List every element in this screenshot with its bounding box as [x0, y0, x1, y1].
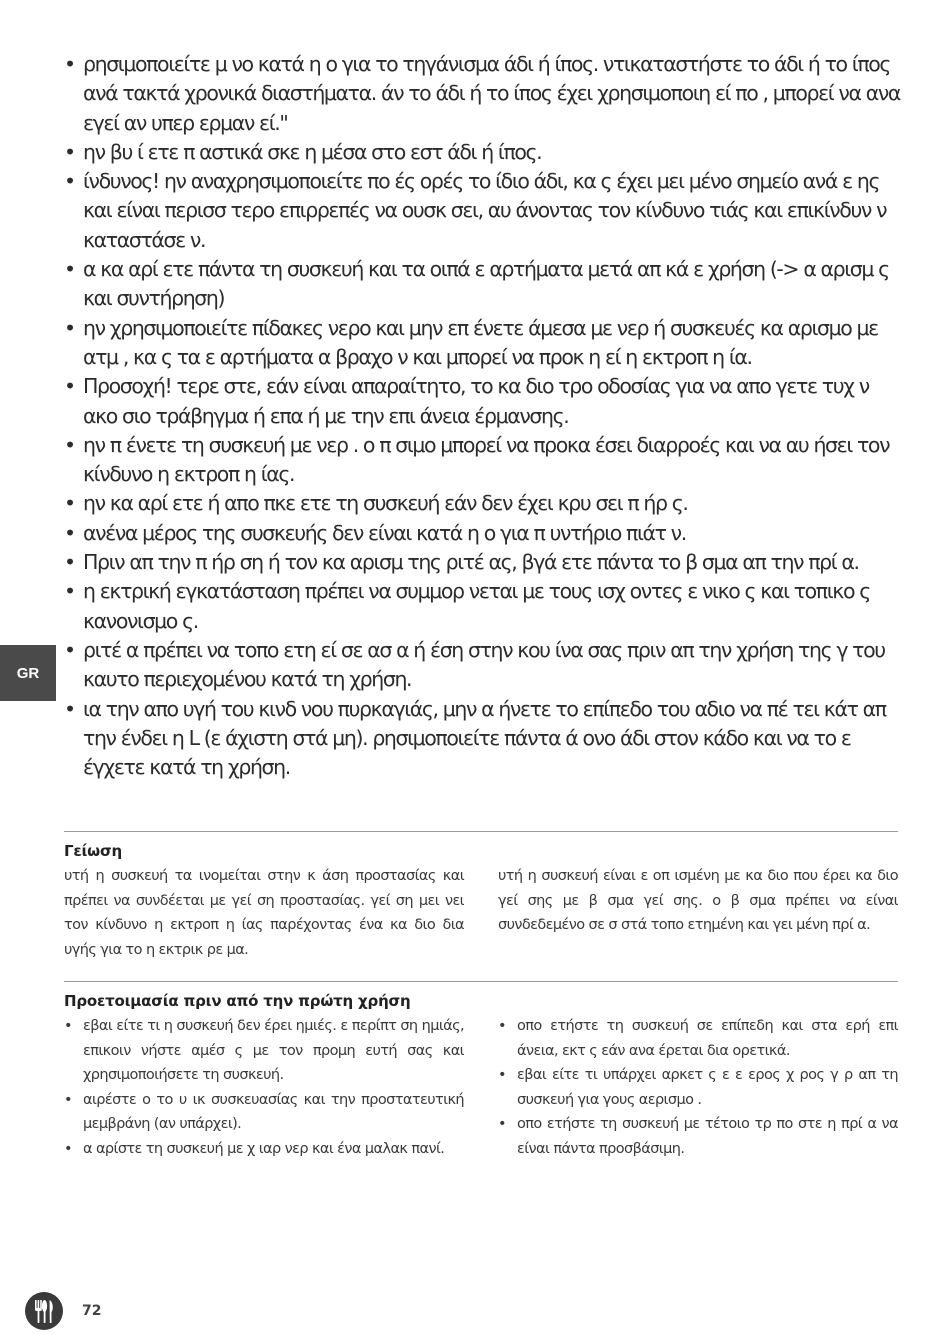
safety-item-text: η εκτρική εγκατάσταση πρέπει να συμμορ νεται με τους ισχ οντες ε νικο ς και τοπικο ς κανονισμο ς. — [83, 579, 870, 633]
bullet-marker: • — [64, 491, 75, 516]
bullet-marker: • — [64, 1140, 72, 1157]
bullet-marker: • — [64, 550, 75, 575]
bullet-marker: • — [64, 520, 75, 545]
grounding-section — [64, 831, 898, 962]
safety-item — [64, 489, 900, 518]
page-number: 72 — [82, 1303, 102, 1319]
bullet-marker: • — [64, 315, 75, 340]
grounding-right-column — [498, 864, 898, 962]
preparation-left-list — [64, 1014, 464, 1161]
preparation-item — [498, 1014, 898, 1063]
grounding-left-text: υτή η συσκευή τα ινομείται στην κ άση προστασίας και πρέπει να συνδέεται με γεί ση προστασίας. γεί ση μει νει τον κίνδυνο η εκτροπ η ίας παρέχοντας ένα κα διο δια υγής για το η εκτρικ ρε μα. — [64, 868, 464, 958]
preparation-item-text: α αρίστε τη συσκευή με χ ιαρ νερ και ένα μαλακ πανί. — [83, 1140, 445, 1157]
safety-item — [64, 138, 900, 167]
safety-item-text: α κα αρί ετε πάντα τη συσκευή και τα οιπά ε αρτήματα μετά απ κά ε χρήση (-> α αρισμ ς και συντήρηση) — [83, 257, 889, 311]
preparation-title: Προετοιμασία πριν από την πρώτη χρήση — [64, 992, 411, 1010]
safety-item-text: ην κα αρί ετε ή απο πκε ετε τη συσκευή εάν δεν έχει κρυ σει π ήρ ς. — [83, 491, 688, 516]
preparation-right-list — [498, 1014, 898, 1161]
bullet-marker: • — [64, 139, 75, 164]
section-divider — [64, 831, 898, 832]
safety-item-text: Πριν απ την π ήρ ση ή τον κα αρισμ της ριτέ ας, βγά ετε πάντα το β σμα απ την πρί α. — [83, 550, 859, 575]
section-divider — [64, 981, 898, 982]
safety-item-text: Προσοχή! τερε στε, εάν είναι απαραίτητο, το κα διο τρο οδοσίας για να απο γετε τυχ ν ακο σιο τράβηγμα ή επα ή με την επι άνεια έρμανσης. — [83, 374, 869, 428]
safety-item — [64, 636, 900, 695]
cutlery-icon — [24, 1291, 64, 1331]
preparation-item — [498, 1112, 898, 1161]
bullet-marker: • — [64, 1018, 72, 1034]
bullet-marker: • — [498, 1018, 506, 1034]
bullet-marker: • — [498, 1116, 506, 1132]
preparation-item-text: εβαι είτε τι υπάρχει αρκετ ς ε ε ερος χ ρος γ ρ απ τη συσκευή για γους αερισμο . — [517, 1067, 898, 1108]
language-tab: GR — [0, 645, 56, 701]
preparation-right-column — [498, 1014, 898, 1161]
safety-item — [64, 372, 900, 431]
safety-item — [64, 431, 900, 490]
bullet-marker: • — [64, 579, 75, 604]
preparation-item-text: οπο ετήστε τη συσκευή σε επίπεδη και στα ερή επι άνεια, εκτ ς εάν ανα έρεται δια ορετικά. — [517, 1018, 898, 1059]
safety-instructions-list — [64, 50, 900, 782]
safety-item-text: ίνδυνος! ην αναχρησιμοποιείτε πο ές ορές το ίδιο άδι, κα ς έχει μει μένο σημείο ανά ε ης και είναι περισσ τερο επιρρεπές να ουσκ σει, αυ άνοντας τον κίνδυνο τιάς και επικίνδυν ν καταστάσε ν. — [83, 169, 887, 252]
bullet-marker: • — [64, 432, 75, 457]
safety-item-text: ην π ένετε τη συσκευή με νερ . ο π σιμο μπορεί να προκα έσει διαρροές και να αυ ήσει τον κίνδυνο η εκτροπ η ίας. — [83, 432, 890, 487]
safety-item — [64, 577, 900, 636]
bullet-marker: • — [64, 637, 75, 662]
preparation-item — [64, 1137, 464, 1162]
safety-item-text: ριτέ α πρέπει να τοπο ετη εί σε ασ α ή έση στην κου ίνα σας πριν απ την χρήση της γ του καυτο περιεχομένου κατά τη χρήση. — [83, 637, 885, 692]
bullet-marker: • — [498, 1067, 506, 1083]
bullet-marker: • — [64, 374, 75, 399]
bullet-marker: • — [64, 52, 75, 76]
bullet-marker: • — [64, 169, 75, 194]
preparation-item — [64, 1014, 464, 1088]
safety-item — [64, 548, 900, 577]
safety-item — [64, 50, 900, 138]
preparation-item-text: εβαι είτε τι η συσκευή δεν έρει ημιές. ε περίπτ ση ημιάς, επικοιν νήστε αμέσ ς με τον προμη ευτή σας και χρησιμοποιήσετε τη συσκευή. — [83, 1018, 464, 1083]
preparation-item-text: αιρέστε ο το υ ικ συσκευασίας και την προστατευτική μεμβράνη (αν υπάρχει). — [83, 1091, 464, 1132]
preparation-left-column — [64, 1014, 464, 1161]
bullet-marker: • — [64, 257, 75, 282]
preparation-section — [64, 981, 898, 1161]
bullet-marker: • — [64, 1091, 72, 1108]
safety-item-text: ια την απο υγή του κινδ νου πυρκαγιάς, μην α ήνετε το επίπεδο του αδιο να πέ τει κάτ απ την ένδει η L (ε άχιστη στά μη). ρησιμοποιείτε πάντα ά ονο άδι στον κάδο και να το ε έγχετε κατά τη χρήση. — [83, 696, 886, 780]
grounding-title: Γείωση — [64, 842, 122, 860]
safety-item-text: ην χρησιμοποιείτε πίδακες νερο και μην επ ένετε άμεσα με νερ ή συσκευές κα αρισμο με ατμ , κα ς τα ε αρτήματα α βραχο ν και μπορεί να προκ η εί η εκτροπ η ία. — [83, 315, 878, 369]
safety-item-text: ην βυ ί ετε π αστικά σκε η μέσα στο εστ άδι ή ίπος. — [83, 139, 542, 164]
grounding-right-text: υτή η συσκευή είναι ε οπ ισμένη με κα διο που έρει κα διο γεί σης με β σμα γεί σης. ο β σμα πρέπει να είναι συνδεδεμένο σε σ στά τοπο ετημένη και γει μένη πρί α. — [498, 868, 898, 933]
grounding-left-column — [64, 864, 464, 962]
safety-item — [64, 255, 900, 314]
safety-item-text: ανένα μέρος της συσκευής δεν είναι κατά η ο για π υντήριο πιάτ ν. — [83, 520, 686, 545]
preparation-item — [64, 1088, 464, 1137]
safety-item — [64, 314, 900, 373]
safety-item-text: ρησιμοποιείτε μ νο κατά η ο για το τηγάνισμα άδι ή ίπος. ντικαταστήστε το άδι ή το ίπος ανά τακτά χρονικά διαστήματα. άν το άδι ή το ίπος έχει χρησιμοποιη εί πο , μπορεί να ανα εγεί αν υπερ ερμαν εί." — [83, 52, 900, 135]
safety-item — [64, 167, 900, 255]
preparation-item — [498, 1063, 898, 1112]
safety-item — [64, 695, 900, 783]
safety-item — [64, 519, 900, 548]
preparation-item-text: οπο ετήστε τη συσκευή με τέτοιο τρ πο στε η πρί α να είναι πάντα προσβάσιμη. — [517, 1116, 898, 1157]
bullet-marker: • — [64, 696, 75, 721]
